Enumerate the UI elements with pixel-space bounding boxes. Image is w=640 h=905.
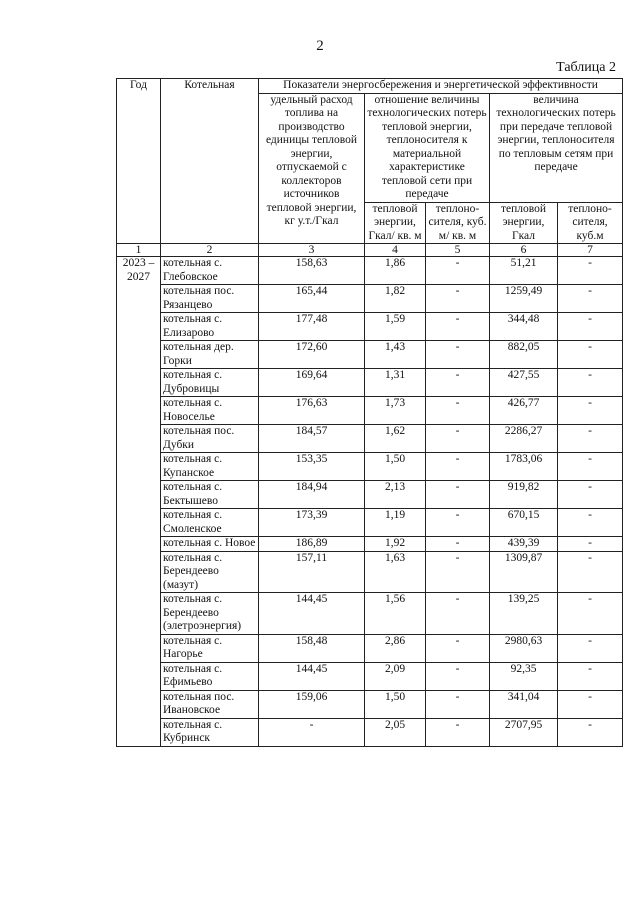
col-number: 2 — [161, 244, 259, 257]
value-c4: 1,56 — [365, 593, 426, 635]
boiler-name: котельная с. Новое — [161, 537, 259, 552]
value-c4: 1,59 — [365, 313, 426, 341]
table-row — [117, 551, 623, 593]
boiler-name: котельная с. Смоленское — [161, 509, 259, 537]
value-c7: - — [558, 425, 623, 453]
value-c5: - — [426, 257, 490, 285]
value-c7: - — [558, 285, 623, 313]
header-col6: тепловой энергии, Гкал — [490, 202, 558, 244]
value-c7: - — [558, 690, 623, 718]
table-row — [117, 662, 623, 690]
table-row — [117, 718, 623, 746]
value-c3: 173,39 — [259, 509, 365, 537]
header-col5: теплоно-сителя, куб. м/ кв. м — [426, 202, 490, 244]
boiler-name: котельная с. Ефимьево — [161, 662, 259, 690]
table-row — [117, 425, 623, 453]
boiler-name: котельная с. Берендеево (мазут) — [161, 551, 259, 593]
value-c6: 1259,49 — [490, 285, 558, 313]
header-col4: тепловой энергии, Гкал/ кв. м — [365, 202, 426, 244]
table-row — [117, 481, 623, 509]
value-c5: - — [426, 285, 490, 313]
table-row — [117, 285, 623, 313]
value-c3: 184,94 — [259, 481, 365, 509]
value-c5: - — [426, 662, 490, 690]
table-row — [117, 341, 623, 369]
boiler-name: котельная пос. Ивановское — [161, 690, 259, 718]
value-c3: 157,11 — [259, 551, 365, 593]
value-c6: 426,77 — [490, 397, 558, 425]
page-number: 2 — [316, 38, 324, 54]
value-c6: 2980,63 — [490, 634, 558, 662]
table-row — [117, 397, 623, 425]
value-c7: - — [558, 397, 623, 425]
value-c3: 172,60 — [259, 341, 365, 369]
energy-efficiency-table — [116, 78, 623, 747]
value-c5: - — [426, 690, 490, 718]
col-number: 1 — [117, 244, 161, 257]
value-c7: - — [558, 718, 623, 746]
value-c3: 153,35 — [259, 453, 365, 481]
value-c7: - — [558, 662, 623, 690]
value-c3: 184,57 — [259, 425, 365, 453]
value-c4: 2,13 — [365, 481, 426, 509]
value-c3: 158,48 — [259, 634, 365, 662]
period-cell: 2023 – 2027 — [117, 257, 161, 747]
value-c5: - — [426, 425, 490, 453]
value-c7: - — [558, 257, 623, 285]
col-number: 5 — [426, 244, 490, 257]
table-row — [117, 593, 623, 635]
value-c6: 51,21 — [490, 257, 558, 285]
value-c3: 186,89 — [259, 537, 365, 552]
value-c7: - — [558, 453, 623, 481]
boiler-name: котельная с. Глебовское — [161, 257, 259, 285]
value-c5: - — [426, 369, 490, 397]
header-col7: теплоно-сителя, куб.м — [558, 202, 623, 244]
value-c3: 144,45 — [259, 662, 365, 690]
value-c7: - — [558, 341, 623, 369]
value-c7: - — [558, 313, 623, 341]
value-c5: - — [426, 341, 490, 369]
value-c6: 2286,27 — [490, 425, 558, 453]
value-c4: 1,50 — [365, 453, 426, 481]
value-c4: 1,73 — [365, 397, 426, 425]
value-c6: 344,48 — [490, 313, 558, 341]
value-c4: 1,19 — [365, 509, 426, 537]
boiler-name: котельная пос. Рязанцево — [161, 285, 259, 313]
col-number: 6 — [490, 244, 558, 257]
value-c4: 2,05 — [365, 718, 426, 746]
boiler-name: котельная с. Елизарово — [161, 313, 259, 341]
header-col3: удельный расход топлива на производство единицы тепловой энергии, отпускаемой с коллекторов источников тепловой энергии, кг у.т./Гкал — [259, 93, 365, 244]
boiler-name: котельная с. Дубровицы — [161, 369, 259, 397]
value-c4: 2,09 — [365, 662, 426, 690]
boiler-name: котельная с. Берендеево (элетроэнергия) — [161, 593, 259, 635]
boiler-name: котельная с. Бектышево — [161, 481, 259, 509]
value-c5: - — [426, 313, 490, 341]
table-row — [117, 313, 623, 341]
table-row — [117, 537, 623, 552]
value-c3: 169,64 — [259, 369, 365, 397]
value-c6: 919,82 — [490, 481, 558, 509]
value-c7: - — [558, 551, 623, 593]
value-c7: - — [558, 481, 623, 509]
value-c5: - — [426, 509, 490, 537]
value-c3: 144,45 — [259, 593, 365, 635]
value-c4: 1,50 — [365, 690, 426, 718]
table-body — [117, 257, 623, 747]
value-c3: 176,63 — [259, 397, 365, 425]
table-row — [117, 257, 623, 285]
value-c5: - — [426, 453, 490, 481]
value-c7: - — [558, 537, 623, 552]
value-c5: - — [426, 551, 490, 593]
value-c3: - — [259, 718, 365, 746]
value-c6: 427,55 — [490, 369, 558, 397]
value-c3: 159,06 — [259, 690, 365, 718]
header-year: Год — [117, 79, 161, 244]
boiler-name: котельная с. Нагорье — [161, 634, 259, 662]
header-col45: отношение величины технологических потерь тепловой энергии, теплоносителя к материальной характеристике тепловой сети при передаче — [365, 93, 490, 202]
value-c3: 158,63 — [259, 257, 365, 285]
value-c5: - — [426, 634, 490, 662]
value-c7: - — [558, 634, 623, 662]
value-c5: - — [426, 481, 490, 509]
value-c4: 2,86 — [365, 634, 426, 662]
header-group: Показатели энергосбережения и энергетической эффективности — [259, 79, 623, 94]
value-c6: 2707,95 — [490, 718, 558, 746]
value-c5: - — [426, 593, 490, 635]
table-row — [117, 453, 623, 481]
value-c4: 1,63 — [365, 551, 426, 593]
value-c6: 139,25 — [490, 593, 558, 635]
value-c6: 341,04 — [490, 690, 558, 718]
table-row — [117, 509, 623, 537]
value-c4: 1,43 — [365, 341, 426, 369]
col-number: 7 — [558, 244, 623, 257]
value-c3: 165,44 — [259, 285, 365, 313]
value-c5: - — [426, 537, 490, 552]
value-c4: 1,62 — [365, 425, 426, 453]
value-c3: 177,48 — [259, 313, 365, 341]
table-caption: Таблица 2 — [556, 60, 616, 75]
boiler-name: котельная пос. Дубки — [161, 425, 259, 453]
value-c6: 1309,87 — [490, 551, 558, 593]
table-row — [117, 634, 623, 662]
boiler-name: котельная дер. Горки — [161, 341, 259, 369]
value-c7: - — [558, 593, 623, 635]
value-c7: - — [558, 509, 623, 537]
boiler-name: котельная с. Новоселье — [161, 397, 259, 425]
header-col67: величина технологических потерь при передаче тепловой энергии, теплоносителя по тепловым сетям при передаче — [490, 93, 623, 202]
value-c5: - — [426, 397, 490, 425]
col-number: 3 — [259, 244, 365, 257]
header-boiler: Котельная — [161, 79, 259, 244]
column-number-row — [117, 244, 623, 257]
value-c6: 439,39 — [490, 537, 558, 552]
boiler-name: котельная с. Купанское — [161, 453, 259, 481]
table-row — [117, 690, 623, 718]
value-c4: 1,86 — [365, 257, 426, 285]
col-number: 4 — [365, 244, 426, 257]
value-c6: 92,35 — [490, 662, 558, 690]
value-c4: 1,92 — [365, 537, 426, 552]
boiler-name: котельная с. Кубринск — [161, 718, 259, 746]
value-c7: - — [558, 369, 623, 397]
value-c6: 670,15 — [490, 509, 558, 537]
table-row — [117, 369, 623, 397]
value-c4: 1,82 — [365, 285, 426, 313]
value-c6: 1783,06 — [490, 453, 558, 481]
value-c6: 882,05 — [490, 341, 558, 369]
value-c4: 1,31 — [365, 369, 426, 397]
value-c5: - — [426, 718, 490, 746]
